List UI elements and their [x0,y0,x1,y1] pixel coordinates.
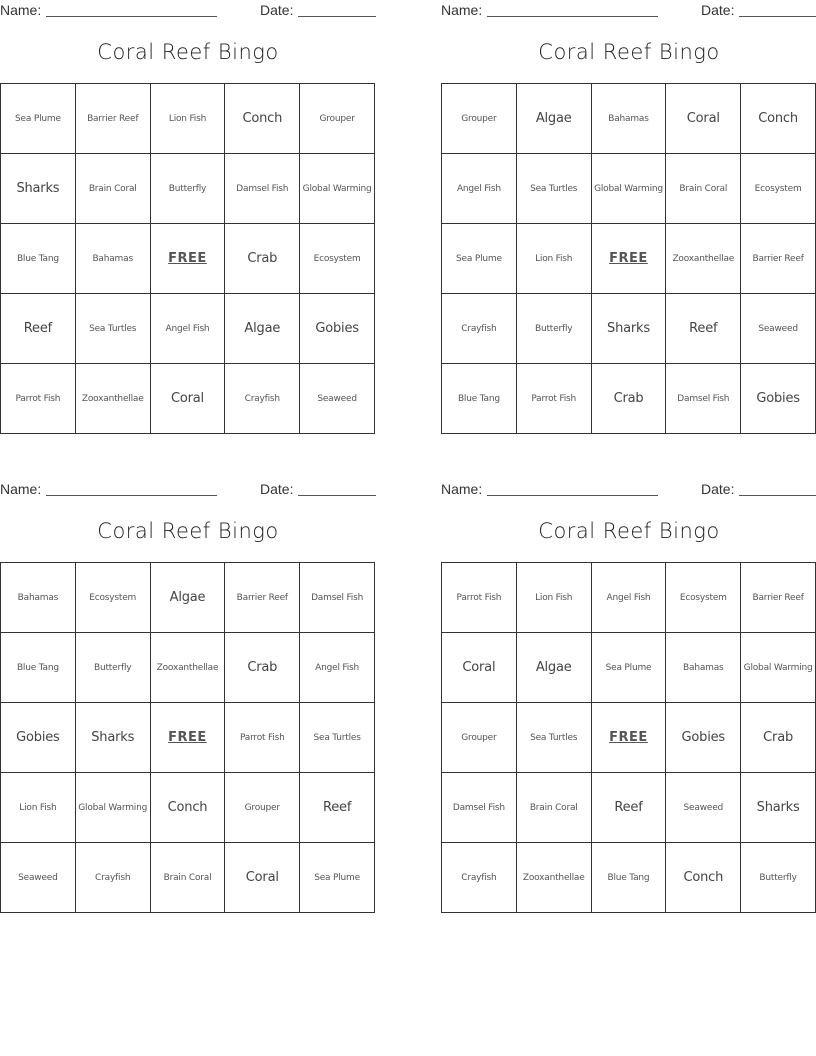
bingo-cell: Parrot Fish [442,563,517,633]
card-title: Coral Reef Bingo [538,519,720,543]
bingo-cell: Gobies [666,703,741,773]
name-blank-line [487,495,658,496]
bingo-grid [0,562,375,913]
bingo-grid [0,83,375,434]
bingo-cell: Angel Fish [151,294,226,364]
bingo-cell: Sea Turtles [517,703,592,773]
bingo-cell: Sea Turtles [517,154,592,224]
bingo-card [441,479,816,885]
card-header [0,0,376,18]
bingo-cell: Gobies [1,703,76,773]
bingo-cell: Ecosystem [741,154,816,224]
bingo-cell: Butterfly [76,633,151,703]
card-title: Coral Reef Bingo [97,40,279,64]
bingo-cell: Seaweed [300,364,375,434]
bingo-cell: Bahamas [76,224,151,294]
bingo-cell: Conch [666,843,741,913]
bingo-cell: Sharks [1,154,76,224]
bingo-cell: Crayfish [225,364,300,434]
bingo-cell: Global Warming [76,773,151,843]
bingo-cell: Algae [225,294,300,364]
bingo-cell: Global Warming [741,633,816,703]
date-blank-line [739,16,816,17]
bingo-cell: Crab [225,633,300,703]
bingo-grid [441,83,816,434]
bingo-cell: Angel Fish [442,154,517,224]
bingo-cell: Gobies [300,294,375,364]
bingo-cell: Blue Tang [1,633,76,703]
bingo-cell: Sharks [592,294,667,364]
bingo-cell: Parrot Fish [1,364,76,434]
bingo-cell: Sea Plume [592,633,667,703]
bingo-cell: Grouper [442,703,517,773]
date-label: Date: [701,481,735,497]
name-label: Name: [441,481,483,497]
name-blank-line [487,16,658,17]
bingo-cell: Blue Tang [1,224,76,294]
bingo-cell: Brain Coral [151,843,226,913]
bingo-cell: Damsel Fish [225,154,300,224]
bingo-grid [441,562,816,913]
bingo-cell: Crayfish [442,843,517,913]
card-header [0,479,376,497]
bingo-cell: Lion Fish [1,773,76,843]
bingo-cell: Algae [517,84,592,154]
bingo-cell: Parrot Fish [517,364,592,434]
name-blank-line [46,16,217,17]
bingo-cell: Zooxanthellae [517,843,592,913]
free-space-cell: FREE [592,703,667,773]
bingo-cell: Lion Fish [517,224,592,294]
bingo-cell: Sea Plume [442,224,517,294]
bingo-cell: Grouper [225,773,300,843]
bingo-cell: Butterfly [151,154,226,224]
bingo-cell: Coral [442,633,517,703]
bingo-cell: Gobies [741,364,816,434]
bingo-cell: Coral [225,843,300,913]
name-blank-line [46,495,217,496]
bingo-cell: Reef [300,773,375,843]
bingo-cell: Butterfly [741,843,816,913]
bingo-cell: Damsel Fish [442,773,517,843]
date-label: Date: [701,2,735,18]
bingo-cell: Damsel Fish [666,364,741,434]
bingo-cell: Grouper [300,84,375,154]
bingo-cell: Barrier Reef [76,84,151,154]
bingo-cell: Zooxanthellae [666,224,741,294]
card-title: Coral Reef Bingo [538,40,720,64]
bingo-cell: Sea Plume [300,843,375,913]
date-blank-line [739,495,816,496]
bingo-cell: Sharks [741,773,816,843]
bingo-cell: Ecosystem [300,224,375,294]
bingo-cell: Blue Tang [592,843,667,913]
bingo-cell: Ecosystem [666,563,741,633]
bingo-cell: Angel Fish [592,563,667,633]
bingo-cell: Coral [666,84,741,154]
bingo-cell: Grouper [442,84,517,154]
card-header [441,479,816,497]
date-label: Date: [260,481,294,497]
bingo-cell: Lion Fish [517,563,592,633]
bingo-cell: Barrier Reef [741,224,816,294]
bingo-cell: Bahamas [592,84,667,154]
bingo-cell: Barrier Reef [225,563,300,633]
name-label: Name: [0,481,42,497]
bingo-cell: Sea Turtles [300,703,375,773]
bingo-cell: Blue Tang [442,364,517,434]
free-space-cell: FREE [592,224,667,294]
name-label: Name: [0,2,42,18]
bingo-cell: Reef [1,294,76,364]
bingo-cell: Bahamas [1,563,76,633]
bingo-cell: Zooxanthellae [76,364,151,434]
bingo-cell: Zooxanthellae [151,633,226,703]
bingo-cell: Algae [151,563,226,633]
date-label: Date: [260,2,294,18]
bingo-cell: Reef [666,294,741,364]
bingo-cell: Sharks [76,703,151,773]
bingo-cell: Angel Fish [300,633,375,703]
bingo-cell: Ecosystem [76,563,151,633]
bingo-card [0,479,376,885]
bingo-cell: Crayfish [76,843,151,913]
bingo-cell: Brain Coral [76,154,151,224]
bingo-cell: Seaweed [666,773,741,843]
bingo-cell: Lion Fish [151,84,226,154]
bingo-cell: Crab [741,703,816,773]
bingo-cell: Bahamas [666,633,741,703]
bingo-cell: Sea Turtles [76,294,151,364]
bingo-cell: Barrier Reef [741,563,816,633]
bingo-card [441,0,816,406]
bingo-cell: Sea Plume [1,84,76,154]
free-space-cell: FREE [151,703,226,773]
bingo-cell: Parrot Fish [225,703,300,773]
bingo-cell: Conch [741,84,816,154]
free-space-cell: FREE [151,224,226,294]
bingo-cell: Reef [592,773,667,843]
name-label: Name: [441,2,483,18]
bingo-cell: Brain Coral [517,773,592,843]
bingo-cell: Butterfly [517,294,592,364]
bingo-cell: Conch [151,773,226,843]
bingo-cell: Global Warming [300,154,375,224]
bingo-cell: Damsel Fish [300,563,375,633]
bingo-cell: Crab [225,224,300,294]
date-blank-line [298,16,376,17]
bingo-cell: Global Warming [592,154,667,224]
bingo-cell: Seaweed [1,843,76,913]
bingo-cell: Crab [592,364,667,434]
card-title: Coral Reef Bingo [97,519,279,543]
bingo-cell: Seaweed [741,294,816,364]
bingo-cell: Algae [517,633,592,703]
bingo-cell: Crayfish [442,294,517,364]
bingo-cell: Coral [151,364,226,434]
bingo-cell: Conch [225,84,300,154]
card-header [441,0,816,18]
date-blank-line [298,495,376,496]
bingo-cell: Brain Coral [666,154,741,224]
bingo-card [0,0,376,406]
